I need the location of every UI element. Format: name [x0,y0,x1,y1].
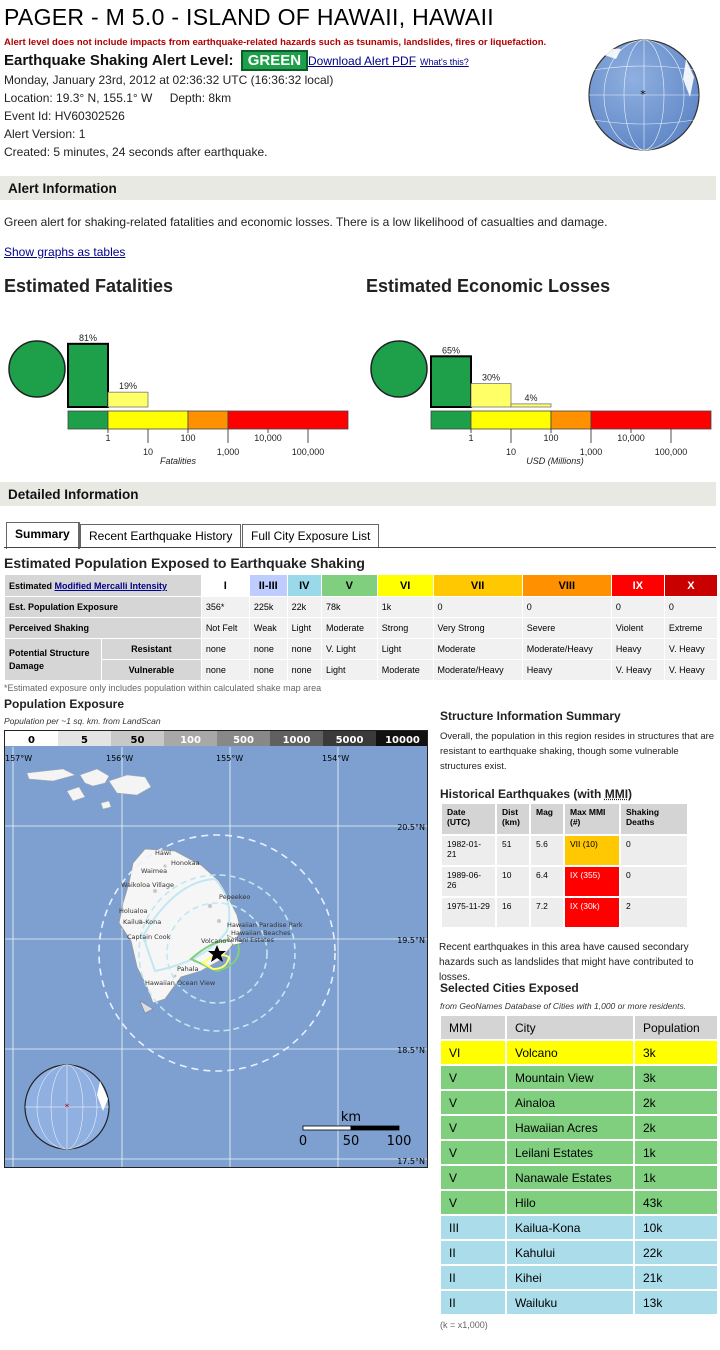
city-mmi-cell: V [441,1166,505,1189]
city-population-cell: 2k [635,1091,717,1114]
tab-recent-earthquake-history[interactable]: Recent Earthquake History [80,524,241,548]
city-row [441,1216,717,1239]
exposure-row-label: Est. Population Exposure [5,597,201,617]
axis-tick-label: 100 [543,433,559,443]
city-name-cell: Kailua-Kona [507,1216,633,1239]
hist-dist-cell: 51 [497,836,529,865]
hist-mag-cell: 6.4 [531,867,563,896]
fatalities-alert-circle [9,341,65,397]
fatality-color-scale [68,411,348,429]
historical-header-row [442,804,687,834]
city-mmi-cell: V [441,1091,505,1114]
losses-axis-label: USD (Millions) [526,456,584,466]
alert-level-label: Earthquake Shaking Alert Level: [4,52,234,69]
latitude-label: 19.5°N [397,936,425,945]
axis-tick-label: 10 [142,447,154,457]
axis-tick-label: 1 [468,433,474,443]
latitude-label: 18.5°N [397,1046,425,1055]
longitude-label: 156°W [106,754,134,763]
resistant-label: Resistant [102,639,201,659]
hist-col-date: Date (UTC) [442,804,495,834]
perceived-cell: Severe [523,618,611,638]
exposure-cell: 0 [523,597,611,617]
axis-tick-label: 10,000 [254,433,282,443]
show-graphs-as-tables-link[interactable]: Show graphs as tables [4,245,126,259]
population-map-heading: Population Exposure [4,697,125,711]
city-row [441,1066,717,1089]
loss-bar-label: 65% [441,345,461,356]
axis-tick-label: 1,000 [579,447,603,457]
mmi-header: X [665,575,717,596]
exposure-cell: 0 [434,597,522,617]
resistant-cell: V. Heavy [665,639,717,659]
city-population-cell: 3k [635,1041,717,1064]
fatality-bar [108,392,148,407]
exposure-cell: 1k [378,597,433,617]
longitude-label: 157°W [5,754,33,763]
losses-chart [367,312,717,472]
city-name-cell: Hawaiian Acres [507,1116,633,1139]
city-row [441,1041,717,1064]
city-mmi-cell: II [441,1241,505,1264]
hist-date-cell: 1982-01-21 [442,836,495,865]
hist-date-cell: 1975-11-29 [442,898,495,927]
resistant-row [5,639,717,659]
map-place-label: Volcano [201,937,227,945]
hist-date-cell: 1989-06-26 [442,867,495,896]
hist-mag-cell: 7.2 [531,898,563,927]
hist-mag-cell: 5.6 [531,836,563,865]
losses-alert-circle [371,341,427,397]
city-row [441,1291,717,1314]
population-legend-label: 1000 [282,735,311,746]
download-alert-pdf-link[interactable]: Download Alert PDF [308,54,417,68]
exposure-row [5,597,717,617]
perceived-row-label: Perceived Shaking [5,618,201,638]
city-mmi-cell: V [441,1066,505,1089]
population-legend [5,731,428,746]
map-inset-globe [25,1065,109,1149]
city-mmi-cell: II [441,1266,505,1289]
maui-islands [27,769,151,809]
whats-this-link[interactable]: What's this? [420,57,469,67]
population-legend-label: 50 [130,735,145,746]
perceived-cell: Not Felt [202,618,249,638]
mmi-header: VII [434,575,522,596]
map-place-label: Leilani Estates [227,936,275,944]
city-name-cell: Leilani Estates [507,1141,633,1164]
vulnerable-cell: none [202,660,249,680]
loss-bar [471,384,511,407]
cities-col-city: City [507,1016,633,1039]
fatalities-chart [4,312,354,472]
mmi-header: I [202,575,249,596]
cities-exposed-table [439,1014,719,1316]
tab-divider [4,547,716,548]
perceived-row [5,618,717,638]
axis-tick-label: 10 [505,447,517,457]
loss-bar-label: 4% [524,392,538,403]
mmi-header: II-III [250,575,287,596]
population-exposure-heading: Estimated Population Exposed to Earthquake Shaking [4,555,365,571]
fatalities-heading: Estimated Fatalities [4,276,174,296]
population-legend-label: 10000 [385,735,420,746]
city-mmi-cell: V [441,1191,505,1214]
resistant-cell: Moderate/Heavy [523,639,611,659]
city-name-cell: Hilo [507,1191,633,1214]
city-population-cell: 3k [635,1066,717,1089]
city-name-cell: Nanawale Estates [507,1166,633,1189]
cities-header-row [441,1016,717,1039]
vulnerable-cell: Light [322,660,377,680]
cities-col-mmi: MMI [441,1016,505,1039]
city-mmi-cell: V [441,1116,505,1139]
structure-heading: Structure Information Summary [440,709,621,723]
svg-text:*: * [640,88,646,101]
axis-tick-label: 100,000 [654,447,688,457]
scale-unit: km [340,1110,362,1125]
svg-text:*: * [64,1103,70,1113]
mmi-header: V [322,575,377,596]
city-row [441,1241,717,1264]
alert-info-text: Green alert for shaking-related fatalities and economic losses. There is a low likelihood of casualties and damage. [4,215,608,229]
population-map-subheading: Population per ~1 sq. km. from LandScan [4,716,161,726]
mmi-header: IV [288,575,321,596]
created-time: Created: 5 minutes, 24 seconds after earthquake. [4,145,268,159]
map-place-label: Pepeekeo [219,893,251,901]
losses-color-scale [431,411,711,429]
event-id: Event Id: HV60302526 [4,109,125,123]
scale-tick-label: 50 [342,1134,360,1149]
loss-bar [511,404,551,407]
population-legend-label: 0 [28,735,35,746]
city-name-cell: Mountain View [507,1066,633,1089]
detailed-info-header: Detailed Information [0,482,716,506]
scale-tick-label: 0 [298,1134,308,1149]
hist-deaths-cell: 0 [621,867,687,896]
hist-mmi-cell: IX (30k) [565,898,619,927]
alert-level-badge: GREEN [241,50,308,71]
longitude-label: 154°W [322,754,350,763]
hist-col-max-mmi: Max MMI (#) [565,804,619,834]
event-date: Monday, January 23rd, 2012 at 02:36:32 UTC (16:36:32 local) [4,73,334,87]
structure-text: Overall, the population in this region resides in structures that are resistant to earthquake shaking, though some vulnerable structures exist. [440,731,715,772]
axis-tick-label: 1,000 [216,447,240,457]
map-scale-bar [299,1110,412,1149]
mmi-exposure-table [4,574,718,681]
loss-bar-label: 30% [481,372,501,383]
latitude-label: 20.5°N [397,823,425,832]
city-mmi-cell: V [441,1141,505,1164]
population-legend-label: 500 [233,735,254,746]
resistant-cell: none [288,639,321,659]
vulnerable-cell: Moderate/Heavy [434,660,522,680]
city-population-cell: 10k [635,1216,717,1239]
mmi-header: VI [378,575,433,596]
historical-row [442,898,687,927]
hist-dist-cell: 16 [497,898,529,927]
city-name-cell: Volcano [507,1041,633,1064]
resistant-cell: Heavy [612,639,664,659]
city-mmi-cell: II [441,1291,505,1314]
city-row [441,1191,717,1214]
latitude-label: 17.5°N [397,1157,425,1166]
city-population-cell: 13k [635,1291,717,1314]
map-place-label: Hawaiian Paradise Park [227,921,303,929]
historical-heading: Historical Earthquakes (with MMI) [440,787,633,801]
historical-row [442,836,687,865]
losses-heading: Estimated Economic Losses [366,276,611,296]
perceived-cell: Violent [612,618,664,638]
vulnerable-cell: none [250,660,287,680]
mmi-label-cell: Estimated Modified Mercalli Intensity [5,575,201,596]
hist-col-deaths: Shaking Deaths [621,804,687,834]
city-population-cell: 21k [635,1266,717,1289]
map-place-label: Hawaiian Ocean View [145,979,216,987]
map-place-label: Kailua-Kona [123,918,162,926]
mmi-header: IX [612,575,664,596]
city-name-cell: Kahului [507,1241,633,1264]
perceived-cell: Extreme [665,618,717,638]
map-place-label: Pahala [177,965,199,973]
mmi-header-row [5,575,717,596]
cities-heading: Selected Cities Exposed [440,981,579,995]
mmi-header: VIII [523,575,611,596]
perceived-cell: Very Strong [434,618,522,638]
fatality-bar [68,344,108,407]
city-row [441,1091,717,1114]
axis-tick-label: 100 [180,433,196,443]
loss-bar [431,356,471,407]
axis-tick-label: 10,000 [617,433,645,443]
locator-globe [586,37,702,153]
city-mmi-cell: III [441,1216,505,1239]
historical-earthquakes-table [440,802,689,929]
exposure-footnote: *Estimated exposure only includes population within calculated shake map area [4,683,322,693]
city-population-cell: 22k [635,1241,717,1264]
exposure-cell: 0 [612,597,664,617]
vulnerable-label: Vulnerable [102,660,201,680]
cities-footnote: (k = x1,000) [440,1320,488,1330]
exposure-cell: 22k [288,597,321,617]
event-location-line [4,91,231,105]
city-row [441,1266,717,1289]
city-population-cell: 1k [635,1141,717,1164]
population-legend-label: 5 [81,735,88,746]
hist-dist-cell: 10 [497,867,529,896]
cities-col-population: Population [635,1016,717,1039]
event-depth: Depth: 8km [169,91,232,105]
perceived-cell: Light [288,618,321,638]
cities-subheading: from GeoNames Database of Cities with 1,000 or more residents. [440,1001,687,1011]
alert-version: Alert Version: 1 [4,127,86,141]
population-exposure-map [4,730,428,1168]
population-legend-label: 100 [180,735,201,746]
axis-tick-label: 100,000 [291,447,325,457]
fatality-bar-label: 81% [78,332,98,343]
fatalities-axis-label: Fatalities [159,456,197,466]
exposure-cell: 0 [665,597,717,617]
fatality-bar-label: 19% [118,381,138,392]
vulnerable-cell: Heavy [523,660,611,680]
city-name-cell: Wailuku [507,1291,633,1314]
city-population-cell: 43k [635,1191,717,1214]
city-name-cell: Ainaloa [507,1091,633,1114]
perceived-cell: Weak [250,618,287,638]
vulnerable-cell: none [288,660,321,680]
perceived-cell: Strong [378,618,433,638]
hist-deaths-cell: 2 [621,898,687,927]
historical-row [442,867,687,896]
resistant-cell: none [250,639,287,659]
resistant-cell: V. Light [322,639,377,659]
historical-footnote: Recent earthquakes in this area have caused secondary hazards such as landslides that might have contributed to losses. [439,942,694,983]
map-place-label: Holualoa [119,907,148,915]
resistant-cell: Moderate [434,639,522,659]
map-place-label: Hawaiian Beaches [231,929,291,937]
city-row [441,1116,717,1139]
axis-tick-label: 1 [105,433,111,443]
city-population-cell: 2k [635,1116,717,1139]
mmi-link[interactable]: Modified Mercalli Intensity [54,580,168,591]
longitude-label: 155°W [216,754,244,763]
map-place-label: Captain Cook [127,933,171,941]
city-population-cell: 1k [635,1166,717,1189]
vulnerable-cell: V. Heavy [612,660,664,680]
alert-info-header: Alert Information [0,176,716,200]
city-mmi-cell: VI [441,1041,505,1064]
vulnerable-cell: V. Heavy [665,660,717,680]
resistant-cell: none [202,639,249,659]
tab-summary[interactable]: Summary [6,522,80,549]
damage-row-label: Potential Structure Damage [5,639,101,680]
scale-tick-label: 100 [386,1134,412,1149]
exposure-cell: 78k [322,597,377,617]
page-title: PAGER - M 5.0 - ISLAND OF HAWAII, HAWAII [4,4,494,30]
hist-deaths-cell: 0 [621,836,687,865]
map-place-label: Honokaa [171,859,200,867]
hist-col-dist: Dist (km) [497,804,529,834]
exposure-cell: 356* [202,597,249,617]
map-place-label: Waikoloa Village [121,881,174,889]
vulnerable-cell: Moderate [378,660,433,680]
tab-full-city-exposure-list[interactable]: Full City Exposure List [242,524,379,548]
vulnerable-row [5,660,717,680]
alert-disclaimer: Alert level does not include impacts from earthquake-related hazards such as tsunamis, landslides, fires or liquefaction. [4,37,547,48]
map-place-label: Hawi [155,849,171,857]
alert-level-line [4,50,308,71]
hist-mmi-cell: IX (355) [565,867,619,896]
mmi-abbrev: MMI [604,787,629,801]
city-name-cell: Kihei [507,1266,633,1289]
hist-col-mag: Mag [531,804,563,834]
exposure-cell: 225k [250,597,287,617]
city-row [441,1166,717,1189]
city-row [441,1141,717,1164]
resistant-cell: Light [378,639,433,659]
population-legend-label: 5000 [335,735,364,746]
hist-mmi-cell: VII (10) [565,836,619,865]
map-place-label: Waimea [141,867,168,875]
perceived-cell: Moderate [322,618,377,638]
event-location: Location: 19.3° N, 155.1° W [4,91,153,105]
